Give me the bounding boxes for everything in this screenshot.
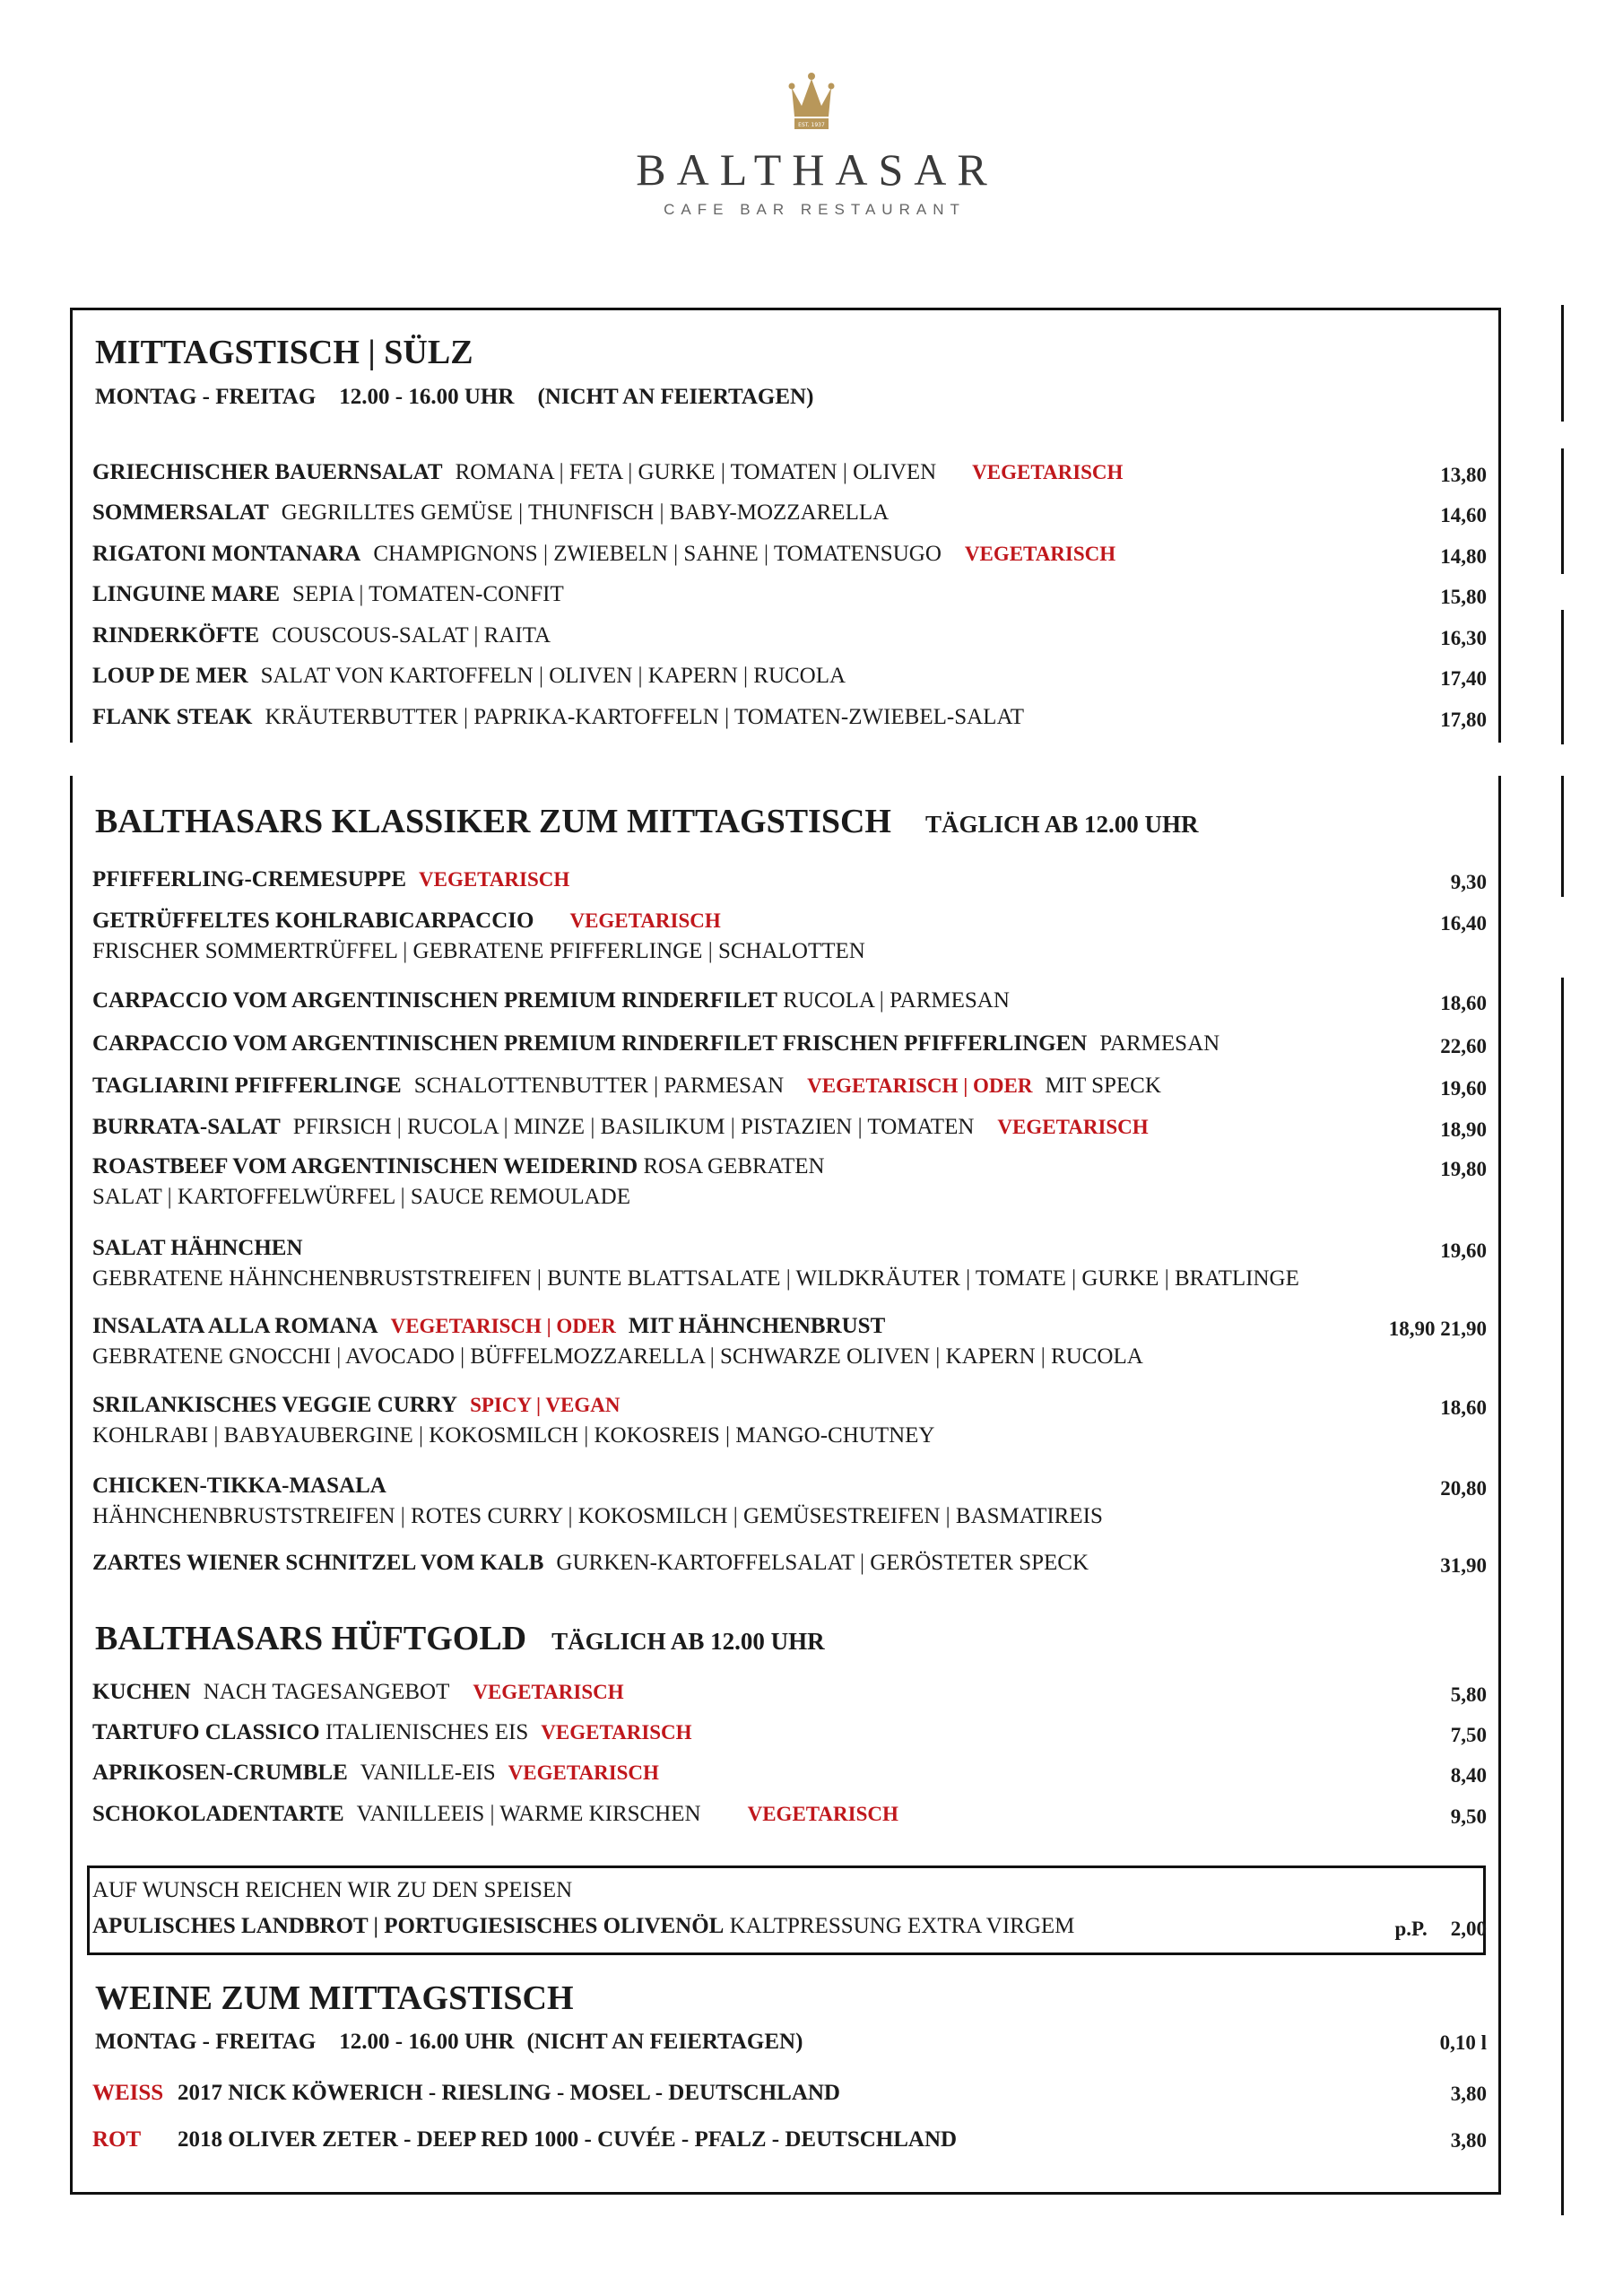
menu-item: BURRATA-SALAT PFIRSICH | RUCOLA | MINZE | BASILIKUM | PISTAZIEN | TOMATEN VEGETARISCH 18,90 [92, 1115, 1487, 1141]
bread-intro: AUF WUNSCH REICHEN WIR ZU DEN SPEISEN [92, 1878, 573, 1902]
menu-item: LOUP DE MER SALAT VON KARTOFFELN | OLIVEN | KAPERN | RUCOLA 17,40 [92, 664, 1487, 690]
menu-item: GRIECHISCHER BAUERNSALAT ROMANA | FETA | GURKE | TOMATEN | OLIVEN VEGETARISCH 13,80 [92, 460, 1487, 486]
menu-item: GETRÜFFELTES KOHLRABICARPACCIO VEGETARISCH 16,40 FRISCHER SOMMERTRÜFFEL | GEBRATENE PFIFFERLINGE | SCHALOTTEN [92, 909, 1487, 963]
menu-item: CARPACCIO VOM ARGENTINISCHEN PREMIUM RINDERFILET FRISCHEN PFIFFERLINGEN PARMESAN 22,60 [92, 1031, 1487, 1057]
menu-item: RIGATONI MONTANARA CHAMPIGNONS | ZWIEBELN | SAHNE | TOMATENSUGO VEGETARISCH 14,80 [92, 542, 1487, 568]
wine-title: WEINE ZUM MITTAGSTISCH [95, 1979, 574, 2017]
est-label: EST. 1937 [798, 122, 825, 128]
dessert-title: BALTHASARS HÜFTGOLD TÄGLICH AB 12.00 UHR [95, 1620, 825, 1657]
menu-item: TAGLIARINI PFIFFERLINGE SCHALOTTENBUTTER | PARMESAN VEGETARISCH | ODER MIT SPECK 19,60 [92, 1074, 1487, 1100]
edge-line [1561, 978, 1564, 2215]
menu-item: LINGUINE MARE SEPIA | TOMATEN-CONFIT 15,80 [92, 582, 1487, 608]
edge-line [1561, 776, 1564, 897]
menu-item: KUCHEN NACH TAGESANGEBOT VEGETARISCH 5,80 [92, 1680, 1487, 1706]
menu-item: SOMMERSALAT GEGRILLTES GEMÜSE | THUNFISCH | BABY-MOZZARELLA 14,60 [92, 500, 1487, 526]
menu-item: APRIKOSEN-CRUMBLE VANILLE-EIS VEGETARISCH 8,40 [92, 1761, 1487, 1787]
menu-item: CHICKEN-TIKKA-MASALA 20,80 HÄHNCHENBRUSTSTREIFEN | ROTES CURRY | KOKOSMILCH | GEMÜSESTREIFEN | BASMATIREIS [92, 1474, 1487, 1528]
menu-item: PFIFFERLING-CREMESUPPE VEGETARISCH 9,30 [92, 867, 1487, 893]
menu-item: SCHOKOLADENTARTE VANILLEEIS | WARME KIRSCHEN VEGETARISCH 9,50 [92, 1802, 1487, 1828]
wine-hours: MONTAG - FREITAG 12.00 - 16.00 UHR (NICHT AN FEIERTAGEN) 0,10 l [95, 2030, 1487, 2054]
brand-name: BALTHASAR [636, 144, 998, 195]
crown-icon [787, 72, 836, 131]
bread-item: APULISCHES LANDBROT | PORTUGIESISCHES OLIVENÖL KALTPRESSUNG EXTRA VIRGEM p.P. 2,00 [92, 1914, 1487, 1940]
menu-item: RINDERKÖFTE COUSCOUS-SALAT | RAITA 16,30 [92, 623, 1487, 649]
menu-item: TARTUFO CLASSICO ITALIENISCHES EIS VEGETARISCH 7,50 [92, 1720, 1487, 1746]
menu-item: CARPACCIO VOM ARGENTINISCHEN PREMIUM RINDERFILET RUCOLA | PARMESAN 18,60 [92, 988, 1487, 1014]
brand-tagline: CAFE BAR RESTAURANT [664, 201, 966, 218]
menu-item: SRILANKISCHES VEGGIE CURRY SPICY | VEGAN 18,60 KOHLRABI | BABYAUBERGINE | KOKOSMILCH | KOKOSREIS | MANGO-CHUTNEY [92, 1393, 1487, 1448]
edge-line [1561, 448, 1564, 574]
menu-item: SALAT HÄHNCHEN 19,60 GEBRATENE HÄHNCHENBRUSTSTREIFEN | BUNTE BLATTSALATE | WILDKRÄUTER | TOMATE | GURKE | BRATLINGE [92, 1236, 1487, 1291]
lunch-title: MITTAGSTISCH | SÜLZ [95, 334, 473, 371]
classics-title: BALTHASARS KLASSIKER ZUM MITTAGSTISCH TÄGLICH AB 12.00 UHR [95, 803, 1199, 840]
edge-line [1561, 610, 1564, 744]
menu-item: ROASTBEEF VOM ARGENTINISCHEN WEIDERIND ROSA GEBRATEN 19,80 SALAT | KARTOFFELWÜRFEL | SAUCE REMOULADE [92, 1154, 1487, 1209]
menu-item: FLANK STEAK KRÄUTERBUTTER | PAPRIKA-KARTOFFELN | TOMATEN-ZWIEBEL-SALAT 17,80 [92, 705, 1487, 731]
edge-line [1561, 305, 1564, 422]
menu-item: ZARTES WIENER SCHNITZEL VOM KALB GURKEN-KARTOFFELSALAT | GERÖSTETER SPECK 31,90 [92, 1551, 1487, 1577]
lunch-hours: MONTAG - FREITAG 12.00 - 16.00 UHR (NICHT AN FEIERTAGEN) [95, 385, 814, 409]
wine-item: ROT 2018 OLIVER ZETER - DEEP RED 1000 - CUVÉE - PFALZ - DEUTSCHLAND 3,80 [92, 2127, 1487, 2152]
wine-volume: 0,10 l [1439, 2031, 1487, 2054]
wine-item: WEISS 2017 NICK KÖWERICH - RIESLING - MOSEL - DEUTSCHLAND 3,80 [92, 2081, 1487, 2105]
menu-item: INSALATA ALLA ROMANA VEGETARISCH | ODER MIT HÄHNCHENBRUST 18,90 21,90 GEBRATENE GNOCCHI | AVOCADO | BÜFFELMOZZARELLA | SCHWARZE OLIVEN | KAPERN | RUCOLA [92, 1314, 1487, 1369]
brand-logo [0, 72, 1623, 219]
